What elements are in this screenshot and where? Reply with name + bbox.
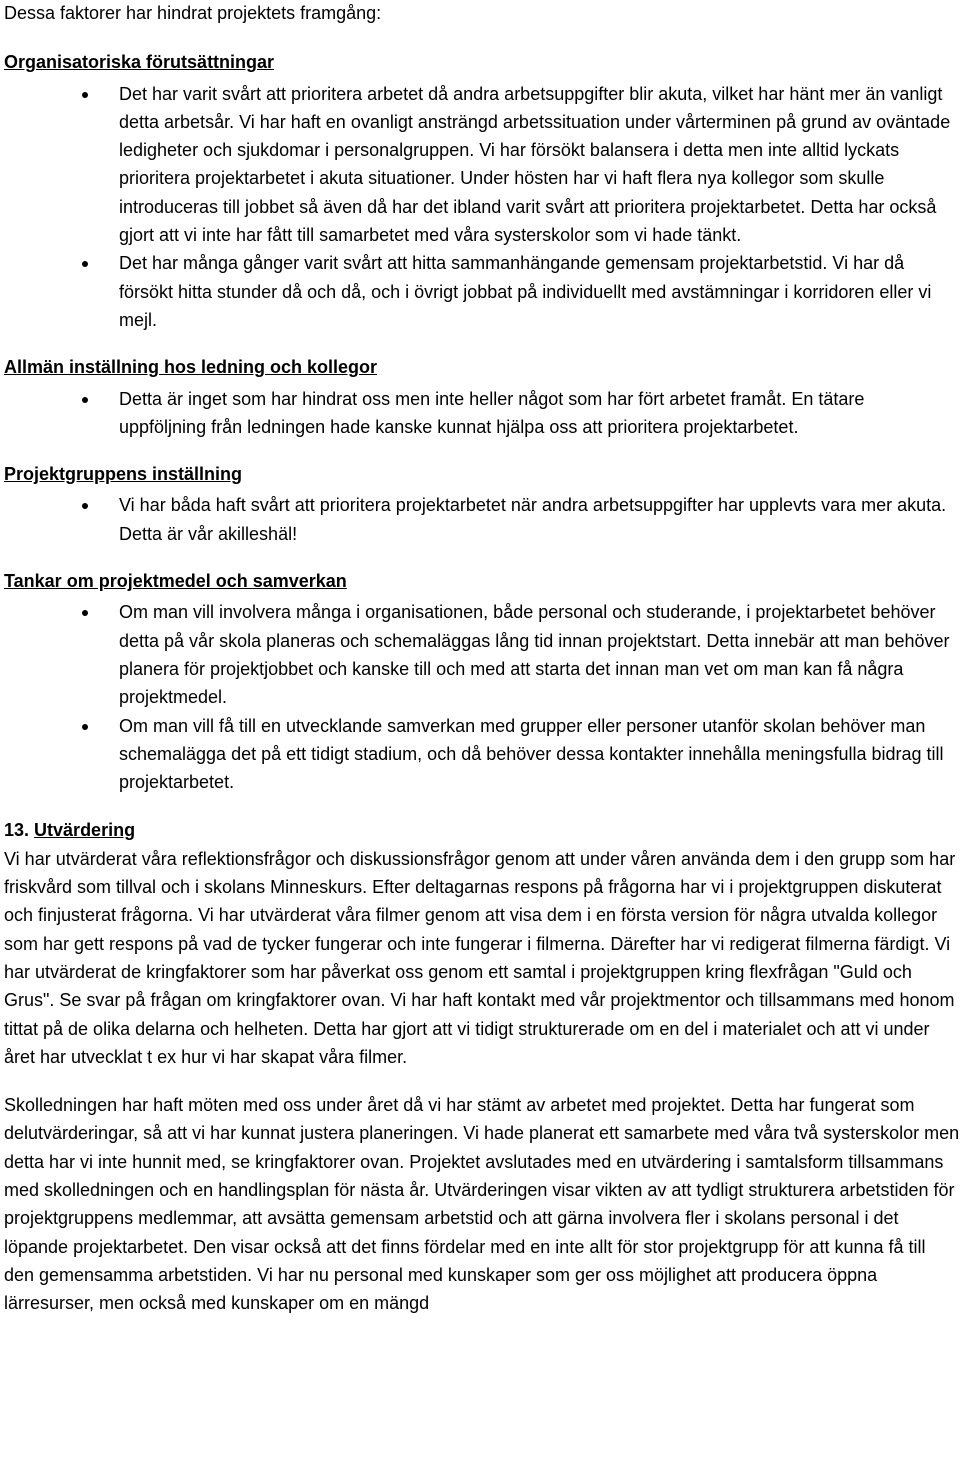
list-item (4, 80, 960, 250)
bullet-list (4, 491, 960, 548)
list-item (4, 249, 960, 334)
section-heading: Tankar om projektmedel och samverkan (4, 571, 347, 592)
list-item-text: Detta är inget som har hindrat oss men inte heller något som har fört arbetet framåt. En tätare uppföljning från ledningen hade kanske kunnat hjälpa oss att prioritera projektarbetet. (119, 388, 865, 437)
evaluation-paragraph: Skolledningen har haft möten med oss under året då vi har stämt av arbetet med projektet. Detta har fungerat som delutvärderingar, så att vi har kunnat justera planeringen. Vi hade planerat ett samarbete med våra två systerskolor men detta har vi inte hunnit med, se kringfaktorer ovan. Projektet avslutades med en utvärdering i samtalsform tillsammans med skolledningen och en handlingsplan för nästa år. Utvärderingen visar vikten av att tydligt strukturera arbetstiden för projektgruppens medlemmar, att avsätta gemensam arbetstid och att gärna involvera fler i skolans personal i det löpande projektarbetet. Den visar också att det finns fördelar med en inte allt för stor projektgrupp för att kunna få till den gemensamma arbetstiden. Vi har nu personal med kunskaper som ger oss möjlighet att producera öppna lärresurser, men också med kunskaper om en mängd (4, 1095, 960, 1314)
bullet-icon (82, 397, 88, 403)
list-item (4, 712, 960, 797)
document-page (4, 0, 960, 1317)
list-item (4, 491, 960, 548)
bullet-list (4, 598, 960, 796)
list-item-text: Om man vill involvera många i organisationen, både personal och studerande, i projektarbetet behöver detta på vår skola planeras och schemaläggas lång tid innan projektstart. Detta innebär att man behöver planera för projektjobbet och kanske till och med att starta det innan man vet om man kan få några projektmedel. (119, 602, 950, 708)
evaluation-title: Utvärdering (34, 820, 136, 841)
list-item-text: Om man vill få till en utvecklande samverkan med grupper eller personer utanför skolan behöver man schemalägga det på ett tidigt stadium, och då behöver dessa kontakter innehålla meningsfulla bidrag till projektarbetet. (119, 715, 944, 793)
bullet-icon (82, 724, 88, 730)
list-item (4, 385, 960, 442)
bullet-icon (82, 610, 88, 616)
section-evaluation (4, 816, 960, 1317)
bullet-icon (82, 92, 88, 98)
section-organisational (4, 48, 960, 334)
section-heading: Organisatoriska förutsättningar (4, 52, 275, 73)
section-management-attitude (4, 353, 960, 441)
section-heading: Allmän inställning hos ledning och kollegor (4, 357, 378, 378)
bullet-icon (82, 261, 88, 267)
list-item (4, 598, 960, 711)
section-heading: Projektgruppens inställning (4, 464, 243, 485)
intro-text: Dessa faktorer har hindrat projektets framgång: (4, 3, 382, 23)
section-project-group-attitude (4, 460, 960, 548)
list-item-text: Det har många gånger varit svårt att hitta sammanhängande gemensam projektarbetstid. Vi har då försökt hitta stunder då och då, och i övrigt jobbat på individuellt med avstämningar i korridoren eller vi mejl. (119, 253, 932, 330)
evaluation-paragraph: Vi har utvärderat våra reflektionsfrågor och diskussionsfrågor genom att under våren använda dem i den grupp som har friskvård som tillval och i skolans Minneskurs. Efter deltagarnas respons på frågorna har vi i projektgruppen diskuterat och finjusterat frågorna. Vi har utvärderat våra filmer genom att visa dem i en första version för några utvalda kollegor som har gett respons på vad de tycker fungerar och inte fungerar i filmerna. Därefter har vi redigerat filmerna färdigt. Vi har utvärderat de kringfaktorer som har påverkat oss genom ett samtal i projektgruppen kring flexfrågan "Guld och Grus". Se svar på frågan om kringfaktorer ovan. Vi har haft kontakt med vår projektmentor och tillsammans med honom tittat på de olika delarna och helheten. Detta har gjort att vi tidigt strukturerade om en del i materialet och att vi under året har utvecklat t ex hur vi har skapat våra filmer. (4, 848, 956, 1067)
list-item-text: Vi har båda haft svårt att prioritera projektarbetet när andra arbetsuppgifter har upplevts vara mer akuta. Detta är vår akilleshäl! (119, 495, 947, 544)
bullet-list (4, 385, 960, 442)
section-thoughts-funding (4, 567, 960, 796)
list-item-text: Det har varit svårt att prioritera arbetet då andra arbetsuppgifter blir akuta, vilket har hänt mer än vanligt detta arbetsår. Vi har haft en ovanligt ansträngd arbetssituation under vårterminen på grund av oväntade ledigheter och sjukdomar i personalgruppen. Vi har försökt balansera i detta men inte alltid lyckats prioritera projektarbetet i akuta situationer. Under hösten har vi haft flera nya kollegor som skulle introduceras till jobbet så även då har det ibland varit svårt att prioritera projektarbetet. Detta har också gjort att vi inte har fått till samarbetet med våra systerskolor som vi hade tänkt. (119, 83, 951, 246)
bullet-icon (82, 503, 88, 509)
evaluation-number: 13. (4, 820, 30, 841)
evaluation-heading (4, 816, 960, 844)
bullet-list (4, 80, 960, 335)
